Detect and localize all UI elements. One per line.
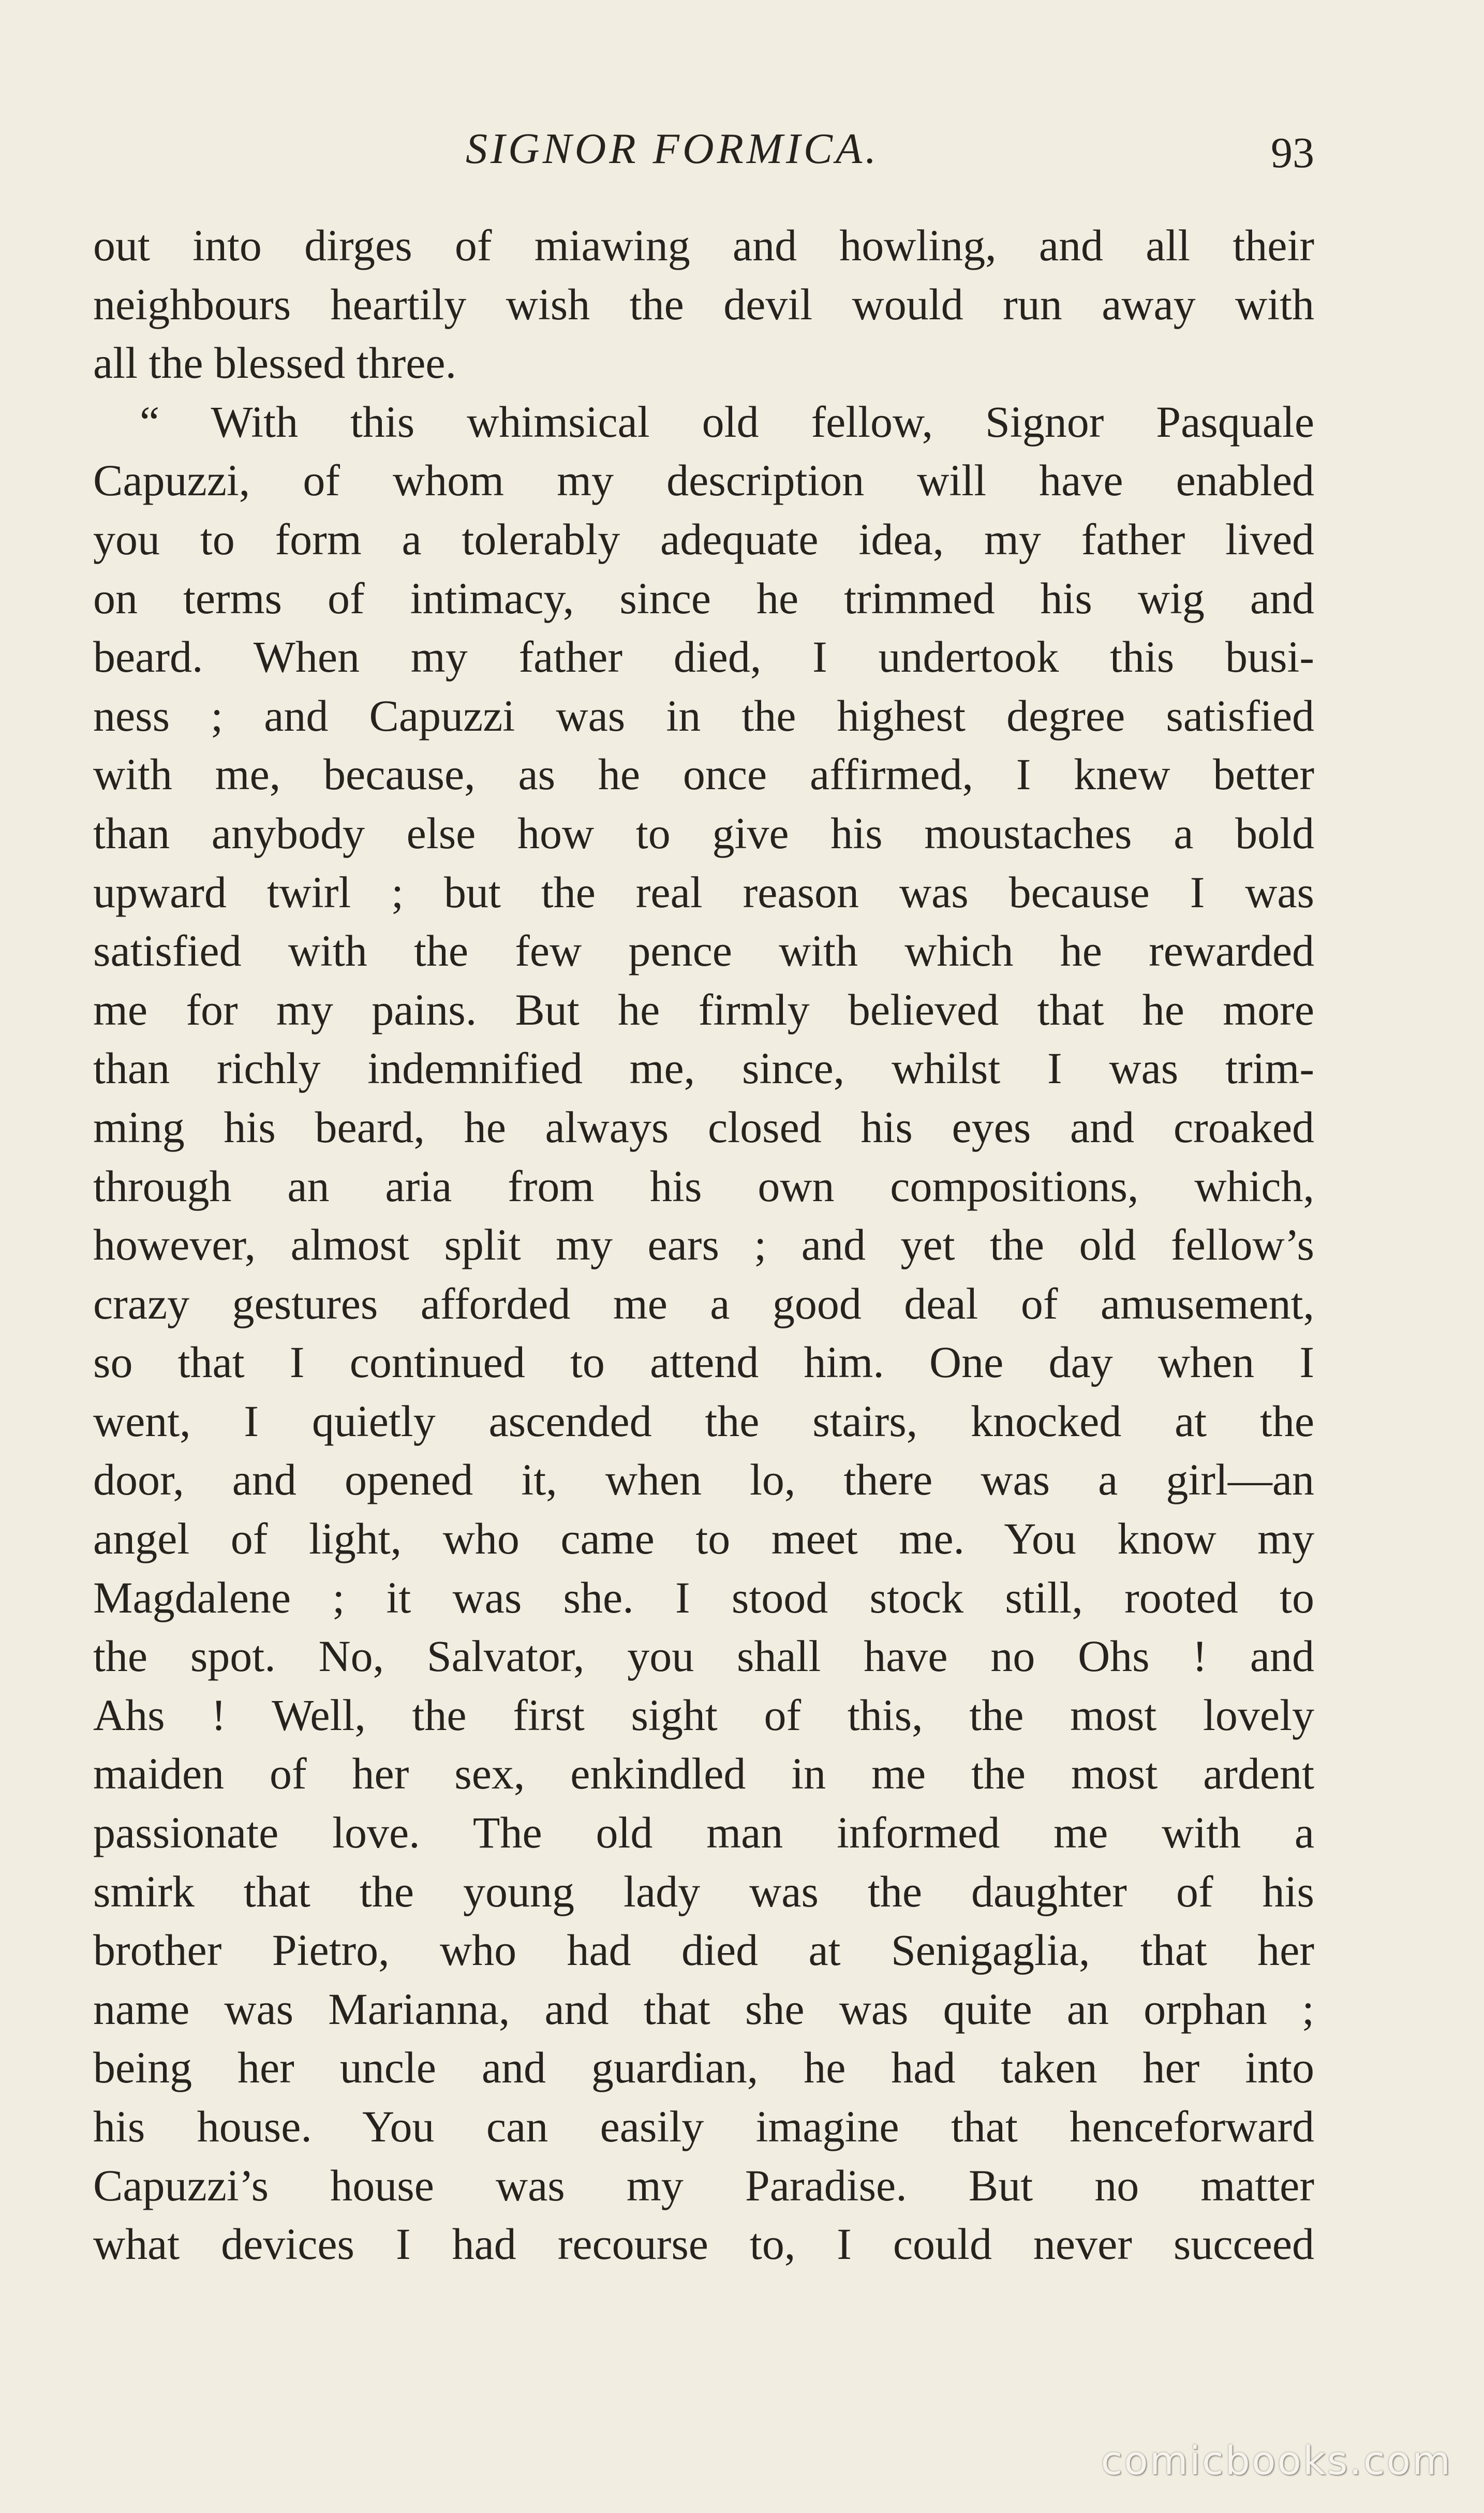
body-text bbox=[93, 216, 1314, 2274]
text-line: through an aria from his own compositions, which, bbox=[93, 1161, 1314, 1211]
running-head bbox=[93, 118, 1314, 180]
text-line: name was Marianna, and that she was quite an orphan ; bbox=[93, 1984, 1314, 2034]
text-line: on terms of intimacy, since he trimmed his wig and bbox=[93, 573, 1314, 623]
text-line: Capuzzi, of whom my description will have enabled bbox=[93, 455, 1314, 506]
text-line: what devices I had recourse to, I could never succeed bbox=[93, 2219, 1314, 2269]
text-line: beard. When my father died, I undertook this busi- bbox=[93, 632, 1314, 682]
running-title: SIGNOR FORMICA. bbox=[466, 125, 880, 173]
text-line: maiden of her sex, enkindled in me the most ardent bbox=[93, 1749, 1314, 1799]
text-line: with me, because, as he once affirmed, I knew better bbox=[93, 749, 1314, 800]
text-line: crazy gestures afforded me a good deal of amusement, bbox=[93, 1278, 1314, 1328]
text-line: upward twirl ; but the real reason was because I was bbox=[93, 867, 1314, 917]
page-number: 93 bbox=[1271, 129, 1314, 177]
text-line: me for my pains. But he firmly believed that he more bbox=[93, 984, 1314, 1034]
text-line: Magdalene ; it was she. I stood stock still, rooted to bbox=[93, 1572, 1314, 1622]
text-line: than richly indemnified me, since, whilst I was trim- bbox=[93, 1043, 1314, 1093]
text-line: all the blessed three. bbox=[93, 338, 457, 388]
text-line: door, and opened it, when lo, there was a girl—an bbox=[93, 1455, 1314, 1505]
text-line: ming his beard, he always closed his eyes and croaked bbox=[93, 1102, 1314, 1152]
text-line: his house. You can easily imagine that henceforward bbox=[93, 2102, 1314, 2151]
text-line: however, almost split my ears ; and yet the old fellow’s bbox=[93, 1220, 1314, 1270]
watermark: comicbooks.com bbox=[1101, 2437, 1452, 2484]
text-line: you to form a tolerably adequate idea, my father lived bbox=[93, 514, 1314, 564]
text-line: than anybody else how to give his moustaches a bold bbox=[93, 808, 1314, 858]
text-line: “ With this whimsical old fellow, Signor Pasquale bbox=[140, 396, 1314, 447]
text-line: out into dirges of miawing and howling, and all their bbox=[93, 220, 1314, 270]
text-line: passionate love. The old man informed me with a bbox=[93, 1808, 1314, 1858]
text-line: the spot. No, Salvator, you shall have no Ohs ! and bbox=[93, 1631, 1314, 1681]
text-line: brother Pietro, who had died at Senigaglia, that her bbox=[93, 1925, 1314, 1975]
text-line: being her uncle and guardian, he had taken her into bbox=[93, 2043, 1314, 2093]
text-line: smirk that the young lady was the daughter of his bbox=[93, 1866, 1314, 1916]
text-line: satisfied with the few pence with which he rewarded bbox=[93, 926, 1314, 976]
text-line: Ahs ! Well, the first sight of this, the most lovely bbox=[93, 1690, 1314, 1740]
text-line: ness ; and Capuzzi was in the highest degree satisfied bbox=[93, 690, 1314, 741]
text-line: neighbours heartily wish the devil would run away with bbox=[93, 279, 1314, 329]
text-line: Capuzzi’s house was my Paradise. But no matter bbox=[93, 2160, 1314, 2210]
text-line: angel of light, who came to meet me. You know my bbox=[93, 1514, 1314, 1564]
text-line: went, I quietly ascended the stairs, knocked at the bbox=[93, 1396, 1314, 1446]
text-line: so that I continued to attend him. One day when I bbox=[93, 1337, 1314, 1387]
